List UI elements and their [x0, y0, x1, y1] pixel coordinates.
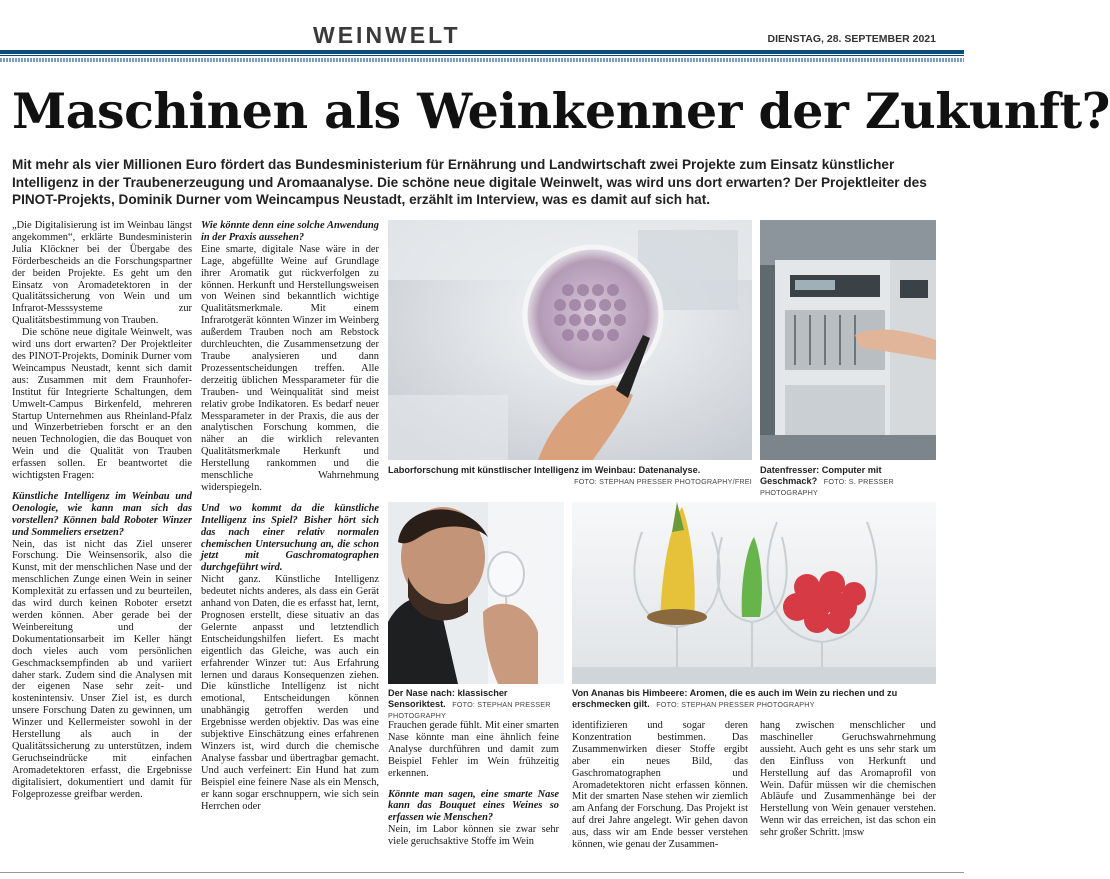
caption-text: Laborforschung mit künstlischer Intelligenz im Weinbau: Datenanalyse. [388, 465, 701, 475]
interview-question: Wie könnte denn eine solche Anwendung in der Praxis aussehen? [201, 220, 379, 243]
header-rule-thin [0, 55, 964, 56]
paragraph: Frauchen gerade fühlt. Mit einer smarten Nase könnte man eine ähnlich feine Analyse durchführen und damit zum Beispiel Fehler im Wein frühzeitig erkennen. [388, 720, 559, 779]
photo-caption [572, 688, 936, 710]
photo-lab-analysis [388, 220, 752, 460]
article-lead: Mit mehr als vier Millionen Euro fördert das Bundesministerium für Ernährung und Landwirtschaft zwei Projekte zum Einsatz künstlicher Intelligenz in der Traubenerzeugung und Aromaanalyse. Die schöne neue digitale Weinwelt, was wird uns dort erwarten? Der Projektleiter des PINOT-Projekts, Dominik Durner vom Weincampus Neustadt, erzählt im Interview, was es damit auf sich hat. [12, 157, 927, 207]
text-column-3 [388, 720, 559, 848]
header-rule [0, 50, 964, 54]
issue-date: DIENSTAG, 28. SEPTEMBER 2021 [767, 33, 936, 45]
interview-question: Künstliche Intelligenz im Weinbau und Oenologie, wie kann man sich das vorstellen? Können bald Roboter Winzer und Sommeliers ersetzen? [12, 490, 192, 538]
text-column-1 [12, 220, 192, 801]
text-column-4 [572, 720, 748, 851]
text-column-5 [760, 720, 936, 839]
caption-text: Datenfresser: Computer mit Geschmack? [760, 465, 882, 486]
caption-text: Der Nase nach: klassischer Sensoriktest. [388, 688, 508, 709]
photo-credit: FOTO: STEPHAN PRESSER PHOTOGRAPHY/FREI [574, 477, 752, 486]
paragraph: Nein, das ist nicht das Ziel unserer Forschung. Die Weinsensorik, also die Kunst, mit der menschlichen Nase und der menschlichen Zunge einen Wein in seiner Komplexität zu erfassen und zu beurteilen, das wird durch keinen Roboter ersetzt werden können. Aber gerade bei der Weinbereitung und der Dokumentationsarbeit im Keller hängt doch vieles auch vom persönlichen Geschmacksempfinden ab und variiert daher stark. Zudem sind die Analysen mit der eigenen Nase sehr zeit- und kostenintensiv. Unser Ziel ist, es durch unsere Forschung Daten zu gewinnen, um Winzer und Kellermeister sowohl in der Herstellung als auch in der Qualitätssicherung zu unterstützen, indem Geruchseindrücke mit einfachen Aromadetektoren erfasst, die Ergebnisse digitalisiert, dokumentiert und damit für Folgeprozesse greifbar werden. [12, 538, 192, 800]
photo-caption [388, 688, 564, 721]
photo-fruit-glasses [572, 502, 936, 684]
section-title: WEINWELT [313, 22, 461, 48]
photo-credit: FOTO: STEPHAN PRESSER PHOTOGRAPHY [388, 700, 551, 720]
photo-caption [388, 465, 752, 487]
paragraph: identifizieren und sogar deren Konzentration bestimmen. Das Zusammenwirken dieser Stoffe ergibt aber ein neues Bild, das Gaschromatographen und Aromadetektoren nicht erfassen können. Mit der smarten Nase stehen wir ziemlich am Anfang der Forschung. Das Projekt ist auf drei Jahre angelegt. Wir gehen davon aus, dass wir am Ende besser verstehen können, wie genau der Zusammen- [572, 720, 748, 851]
photo-caption [760, 465, 936, 498]
photo-credit: FOTO: S. PRESSER PHOTOGRAPHY [760, 477, 894, 497]
paragraph: Die schöne neue digitale Weinwelt, was wird uns dort erwarten? Der Projektleiter des PINOT-Projekts, Dominik Durner vom Weincampus Neustadt, kennt sich damit aus: Zusammen mit dem Fraunhofer-Institut für Integrierte Schaltungen, dem Umwelt-Campus Birkenfeld, mehreren Startup Unternehmen aus Rheinland-Pfalz und Winzerbetrieben forscht er an den neuen Technologien, die das Bouquet von Wein und die Qualität von Trauben erfassen sollen. Er beantwortet die wichtigsten Fragen: [12, 327, 192, 482]
article-headline: Maschinen als Weinkenner der Zukunft? [12, 82, 1110, 140]
photo-analyzer-machine [760, 220, 936, 460]
paragraph: „Die Digitalisierung ist im Weinbau längst angekommen“, erklärte Bundesministerin Julia Klöckner bei der Übergabe des Förderbescheids an die Forschungspartner der beiden Projekte. Es geht um den Einsatz von Aromadetektoren in der Qualitätssicherung von Wein und um Infrarot-Messsysteme zur Qualitätsbestimmung von Trauben. [12, 220, 192, 327]
photo-credit: FOTO: STEPHAN PRESSER PHOTOGRAPHY [656, 700, 815, 709]
caption-text: Von Ananas bis Himbeere: Aromen, die es auch im Wein zu riechen und zu erschmecken gilt. [572, 688, 898, 709]
header-rule-pattern [0, 58, 964, 62]
paragraph: Eine smarte, digitale Nase wäre in der Lage, abgefüllte Weine auf Grundlage ihrer Aromatik gut rückverfolgen zu können. Herkunft und Herstellungsweisen von Weinen sind bekanntlich wichtige Qualitätsmerkmale. Mit einem Infrarotgerät könnten Winzer im Weinberg außerdem Trauben noch am Rebstock durchleuchten, die Zusammensetzung der Traube analysieren und dann Prozessentscheidungen treffen. Alle derzeitig üblichen Messparameter für die Trauben- und Weinqualität sind meist relativ grobe Indikatoren. Es bedarf neuer Messparameter in der Praxis, die aus der analytischen Forschung kommen, die näher an die wirklich relevanten Qualitätsmerkmale Herkunft und Herstellung rankommen und die menschliche Wahrnehmung widerspiegeln. [201, 243, 379, 493]
paragraph: hang zwischen menschlicher und maschineller Geruchswahrnehmung aussieht. Auch geht es uns sehr stark um den Einfluss von Herkunft und Herstellung auf das Aromaprofil von Wein. Dafür müssen wir die chemischen Abläufe und Zusammenhänge bei der Herstellung von Wein genauer verstehen. Wenn wir das erreichen, ist das schon ein sehr großer Schritt. |msw [760, 720, 936, 839]
text-column-2 [201, 220, 379, 812]
paragraph: Nicht ganz. Künstliche Intelligenz bedeutet nichts anderes, als dass ein Gerät anhand von Daten, die es erfasst hat, lernt, Prognosen erstellt, diese situativ an das Gelernte anpasst und letztendlich Entscheidungshilfen liefert. Es macht eigentlich das Gleiche, was auch ein erfahrender Winzer tut: Aus Erfahrung lernen und daraus Konsequenzen ziehen. Die künstliche Intelligenz ist nicht emotional, Entscheidungen können unabhängig getroffen werden und Ergebnisse werden objektiv. Das was eine subjektive Einschätzung eines erfahrenen Winzers ist, wird durch die chemische Analyse fassbar und übertragbar gemacht. Und auch verfeinert: Ein Hund hat zum Beispiel eine feinere Nase als ein Mensch, er kann sogar erschnuppern, wie sich sein Herrchen oder [201, 574, 379, 812]
photo-sensory-test [388, 502, 564, 684]
paragraph: Nein, im Labor können sie zwar sehr viele geruchsaktive Stoffe im Wein [388, 824, 559, 848]
interview-question: Könnte man sagen, eine smarte Nase kann das Bouquet eines Weines so erfassen wie Menschen? [388, 788, 559, 824]
interview-question: Und wo kommt da die künstliche Intelligenz ins Spiel? Bisher hört sich das nach einer relativ normalen chemischen Untersuchung an, die schon jetzt mit Gaschromatographen durchgeführt wird. [201, 502, 379, 574]
footer-rule [0, 872, 964, 873]
